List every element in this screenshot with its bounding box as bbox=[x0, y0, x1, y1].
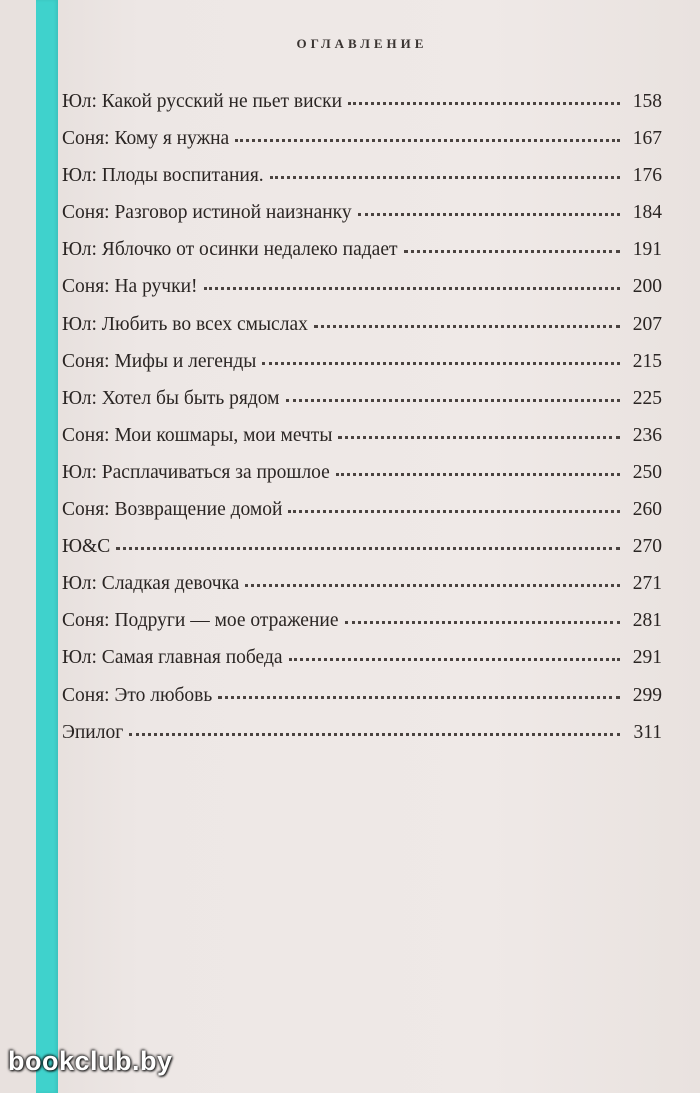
toc-entry-page-number: 250 bbox=[632, 461, 662, 483]
toc-entry-page-number: 158 bbox=[632, 91, 662, 112]
toc-entry-title: Соня: Кому я нужна bbox=[62, 128, 230, 150]
toc-entry[interactable] bbox=[62, 83, 662, 120]
dot-leader bbox=[218, 686, 620, 699]
toc-entry[interactable] bbox=[62, 157, 662, 194]
dot-leader bbox=[289, 648, 620, 661]
toc-entry[interactable] bbox=[62, 714, 662, 751]
toc-entry[interactable] bbox=[62, 231, 662, 268]
toc-entry[interactable] bbox=[62, 417, 662, 454]
toc-entry-title: Юл: Сладкая девочка bbox=[62, 573, 240, 595]
toc-entry-title: Соня: Подруги — мое отражение bbox=[62, 610, 339, 632]
dot-leader bbox=[314, 315, 620, 328]
dot-leader bbox=[348, 92, 620, 105]
toc-entry-title: Юл: Расплачиваться за прошлое bbox=[62, 461, 330, 483]
dot-leader bbox=[270, 166, 620, 179]
toc-entry-title: Соня: На ручки! bbox=[62, 276, 198, 298]
toc-entry[interactable] bbox=[62, 194, 662, 231]
dot-leader bbox=[404, 240, 621, 253]
toc-entry-title: Юл: Хотел бы быть рядом bbox=[62, 387, 280, 409]
dot-leader bbox=[338, 426, 620, 439]
toc-entry-title: Соня: Мифы и легенды bbox=[62, 350, 257, 372]
dot-leader bbox=[345, 611, 621, 624]
page-edge bbox=[0, 0, 36, 1093]
toc-entry-page-number: 270 bbox=[632, 536, 662, 558]
toc-entry-page-number: 311 bbox=[633, 721, 662, 743]
toc-entry-title: Соня: Мои кошмары, мои мечты bbox=[62, 424, 333, 446]
toc-entry-page-number: 291 bbox=[632, 647, 662, 669]
dot-leader bbox=[358, 203, 620, 216]
page-title: ОГЛАВЛЕНИЕ bbox=[296, 36, 428, 51]
toc-entry-page-number: 281 bbox=[632, 610, 662, 632]
toc-entry[interactable] bbox=[62, 268, 662, 305]
toc-entry-title: Эпилог bbox=[62, 721, 124, 743]
dot-leader bbox=[288, 500, 620, 513]
dot-leader bbox=[262, 352, 620, 365]
toc-entry-page-number: 299 bbox=[632, 684, 662, 706]
toc-entry-title: Юл: Самая главная победа bbox=[62, 647, 283, 669]
teal-spine-band bbox=[36, 0, 58, 1093]
toc-entry-page-number: 167 bbox=[632, 128, 662, 150]
toc-entry[interactable] bbox=[62, 528, 662, 565]
watermark-logo: bookclub.by bbox=[8, 1046, 173, 1076]
toc-entry[interactable] bbox=[62, 565, 662, 602]
dot-leader bbox=[235, 129, 620, 142]
toc-entry-page-number: 191 bbox=[632, 239, 662, 261]
toc-entry[interactable] bbox=[62, 602, 662, 639]
toc-entry-page-number: 271 bbox=[632, 573, 662, 595]
toc-entry[interactable] bbox=[62, 454, 662, 491]
toc-entry-page-number: 207 bbox=[632, 313, 662, 335]
toc-entry-title: Юл: Любить во всех смыслах bbox=[62, 313, 308, 335]
toc-entry-page-number: 176 bbox=[632, 165, 662, 187]
toc-entry-page-number: 260 bbox=[632, 499, 662, 521]
toc-entry-page-number: 236 bbox=[632, 424, 662, 446]
toc-entry-title: Юл: Яблочко от осинки недалеко падает bbox=[62, 239, 398, 261]
toc-entry-title: Соня: Это любовь bbox=[62, 684, 213, 706]
dot-leader bbox=[336, 463, 620, 476]
toc-entry-page-number: 184 bbox=[632, 202, 662, 224]
dot-leader bbox=[286, 389, 620, 402]
toc-entry[interactable] bbox=[62, 677, 662, 714]
toc-entry[interactable] bbox=[62, 639, 662, 676]
dot-leader bbox=[245, 574, 620, 587]
toc-entry-title: Ю&С bbox=[62, 536, 111, 558]
toc-entry[interactable] bbox=[62, 491, 662, 528]
table-of-contents bbox=[62, 83, 662, 751]
toc-entry[interactable] bbox=[62, 343, 662, 380]
toc-entry[interactable] bbox=[62, 380, 662, 417]
toc-entry-title: Соня: Возвращение домой bbox=[62, 499, 283, 521]
toc-entry-title: Юл: Какой русский не пьет виски bbox=[62, 91, 343, 112]
toc-entry-page-number: 215 bbox=[632, 350, 662, 372]
toc-entry-title: Соня: Разговор истиной наизнанку bbox=[62, 202, 352, 224]
dot-leader bbox=[116, 537, 620, 550]
toc-entry-page-number: 200 bbox=[632, 276, 662, 298]
toc-entry[interactable] bbox=[62, 120, 662, 157]
dot-leader bbox=[129, 723, 620, 736]
toc-entry-title: Юл: Плоды воспитания. bbox=[62, 165, 264, 187]
toc-entry-page-number: 225 bbox=[632, 387, 662, 409]
toc-entry[interactable] bbox=[62, 306, 662, 343]
dot-leader bbox=[204, 277, 620, 290]
